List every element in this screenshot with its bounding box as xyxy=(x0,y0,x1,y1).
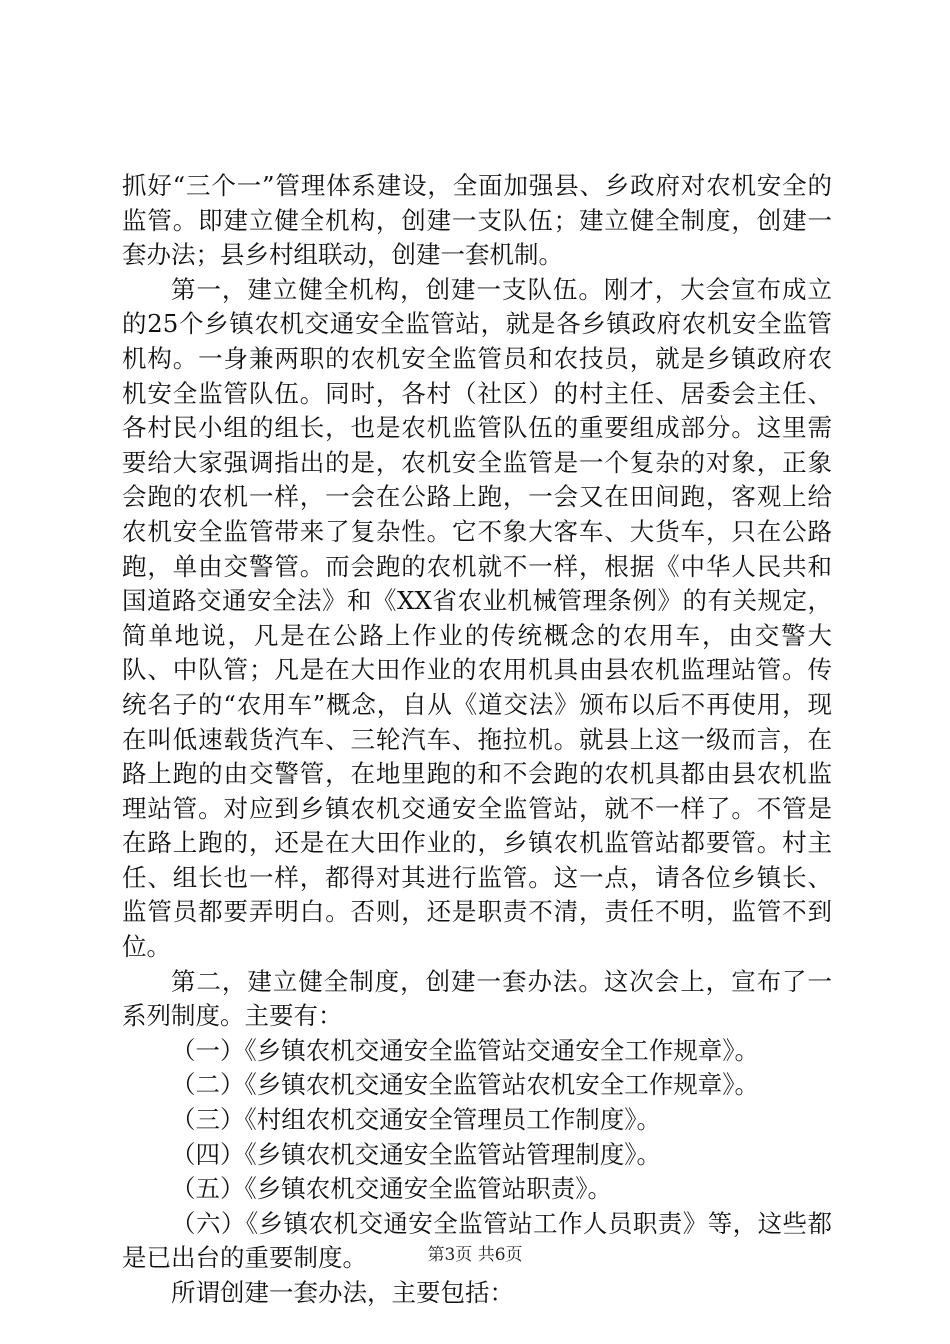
document-body xyxy=(122,169,832,1311)
second-measure-paragraph: 第二，建立健全制度，创建一套办法。这次会上，宣布了一系列制度。主要有： xyxy=(122,966,832,1031)
first-measure-paragraph: 第一，建立健全机构，创建一支队伍。刚才，大会宣布成立的25个乡镇农机交通安全监管站，就是各乡镇政府农机安全监管机构。一身兼两职的农机安全监管员和农技员，就是乡镇政府农机安全监管队伍。同时，各村（社区）的村主任、居委会主任、各村民小组的组长，也是农机监管队伍的重要组成部分。这里需要给大家强调指出的是，农机安全监管是一个复杂的对象，正象会跑的农机一样，一会在公路上跑，一会又在田间跑，客观上给农机安全监管带来了复杂性。它不象大客车、大货车，只在公路跑，单由交警管。而会跑的农机就不一样，根据《中华人民共和国道路交通安全法》和《XX省农业机械管理条例》的有关规定，简单地说，凡是在公路上作业的传统概念的农用车，由交警大队、中队管；凡是在大田作业的农用机具由县农机监理站管。传统名子的“农用车”概念，自从《道交法》颁布以后不再使用，现在叫低速载货汽车、三轮汽车、拖拉机。就县上这一级而言，在路上跑的由交警管，在地里跑的和不会跑的农机具都由县农机监理站管。对应到乡镇农机交通安全监管站，就不一样了。不管是在路上跑的，还是在大田作业的，乡镇农机监管站都要管。村主任、组长也一样，都得对其进行监管。这一点，请各位乡镇长、监管员都要弄明白。否则，还是职责不清，责任不明，监管不到位。 xyxy=(122,274,832,962)
list-item: （五）《乡镇农机交通安全监管站职责》。 xyxy=(171,1174,612,1204)
list-item: （二）《乡镇农机交通安全监管站农机安全工作规章》。 xyxy=(171,1070,759,1100)
page-number: 第3页 共6页 xyxy=(427,1245,523,1265)
list-item: （一）《乡镇农机交通安全监管站交通安全工作规章》。 xyxy=(171,1035,759,1065)
list-item: （四）《乡镇农机交通安全监管站管理制度》。 xyxy=(171,1139,661,1169)
list-item: （三）《村组农机交通安全管理员工作制度》。 xyxy=(171,1105,661,1135)
intro-paragraph: 抓好“三个一”管理体系建设，全面加强县、乡政府对农机安全的监管。即建立健全机构，创建一支队伍；建立健全制度，创建一套办法；县乡村组联动，创建一套机制。 xyxy=(122,171,832,270)
list-item: （六）《乡镇农机交通安全监管站工作人员职责》等，这些都是已出台的重要制度。 xyxy=(122,1208,832,1273)
closing-paragraph: 所谓创建一套办法，主要包括： xyxy=(171,1278,514,1307)
